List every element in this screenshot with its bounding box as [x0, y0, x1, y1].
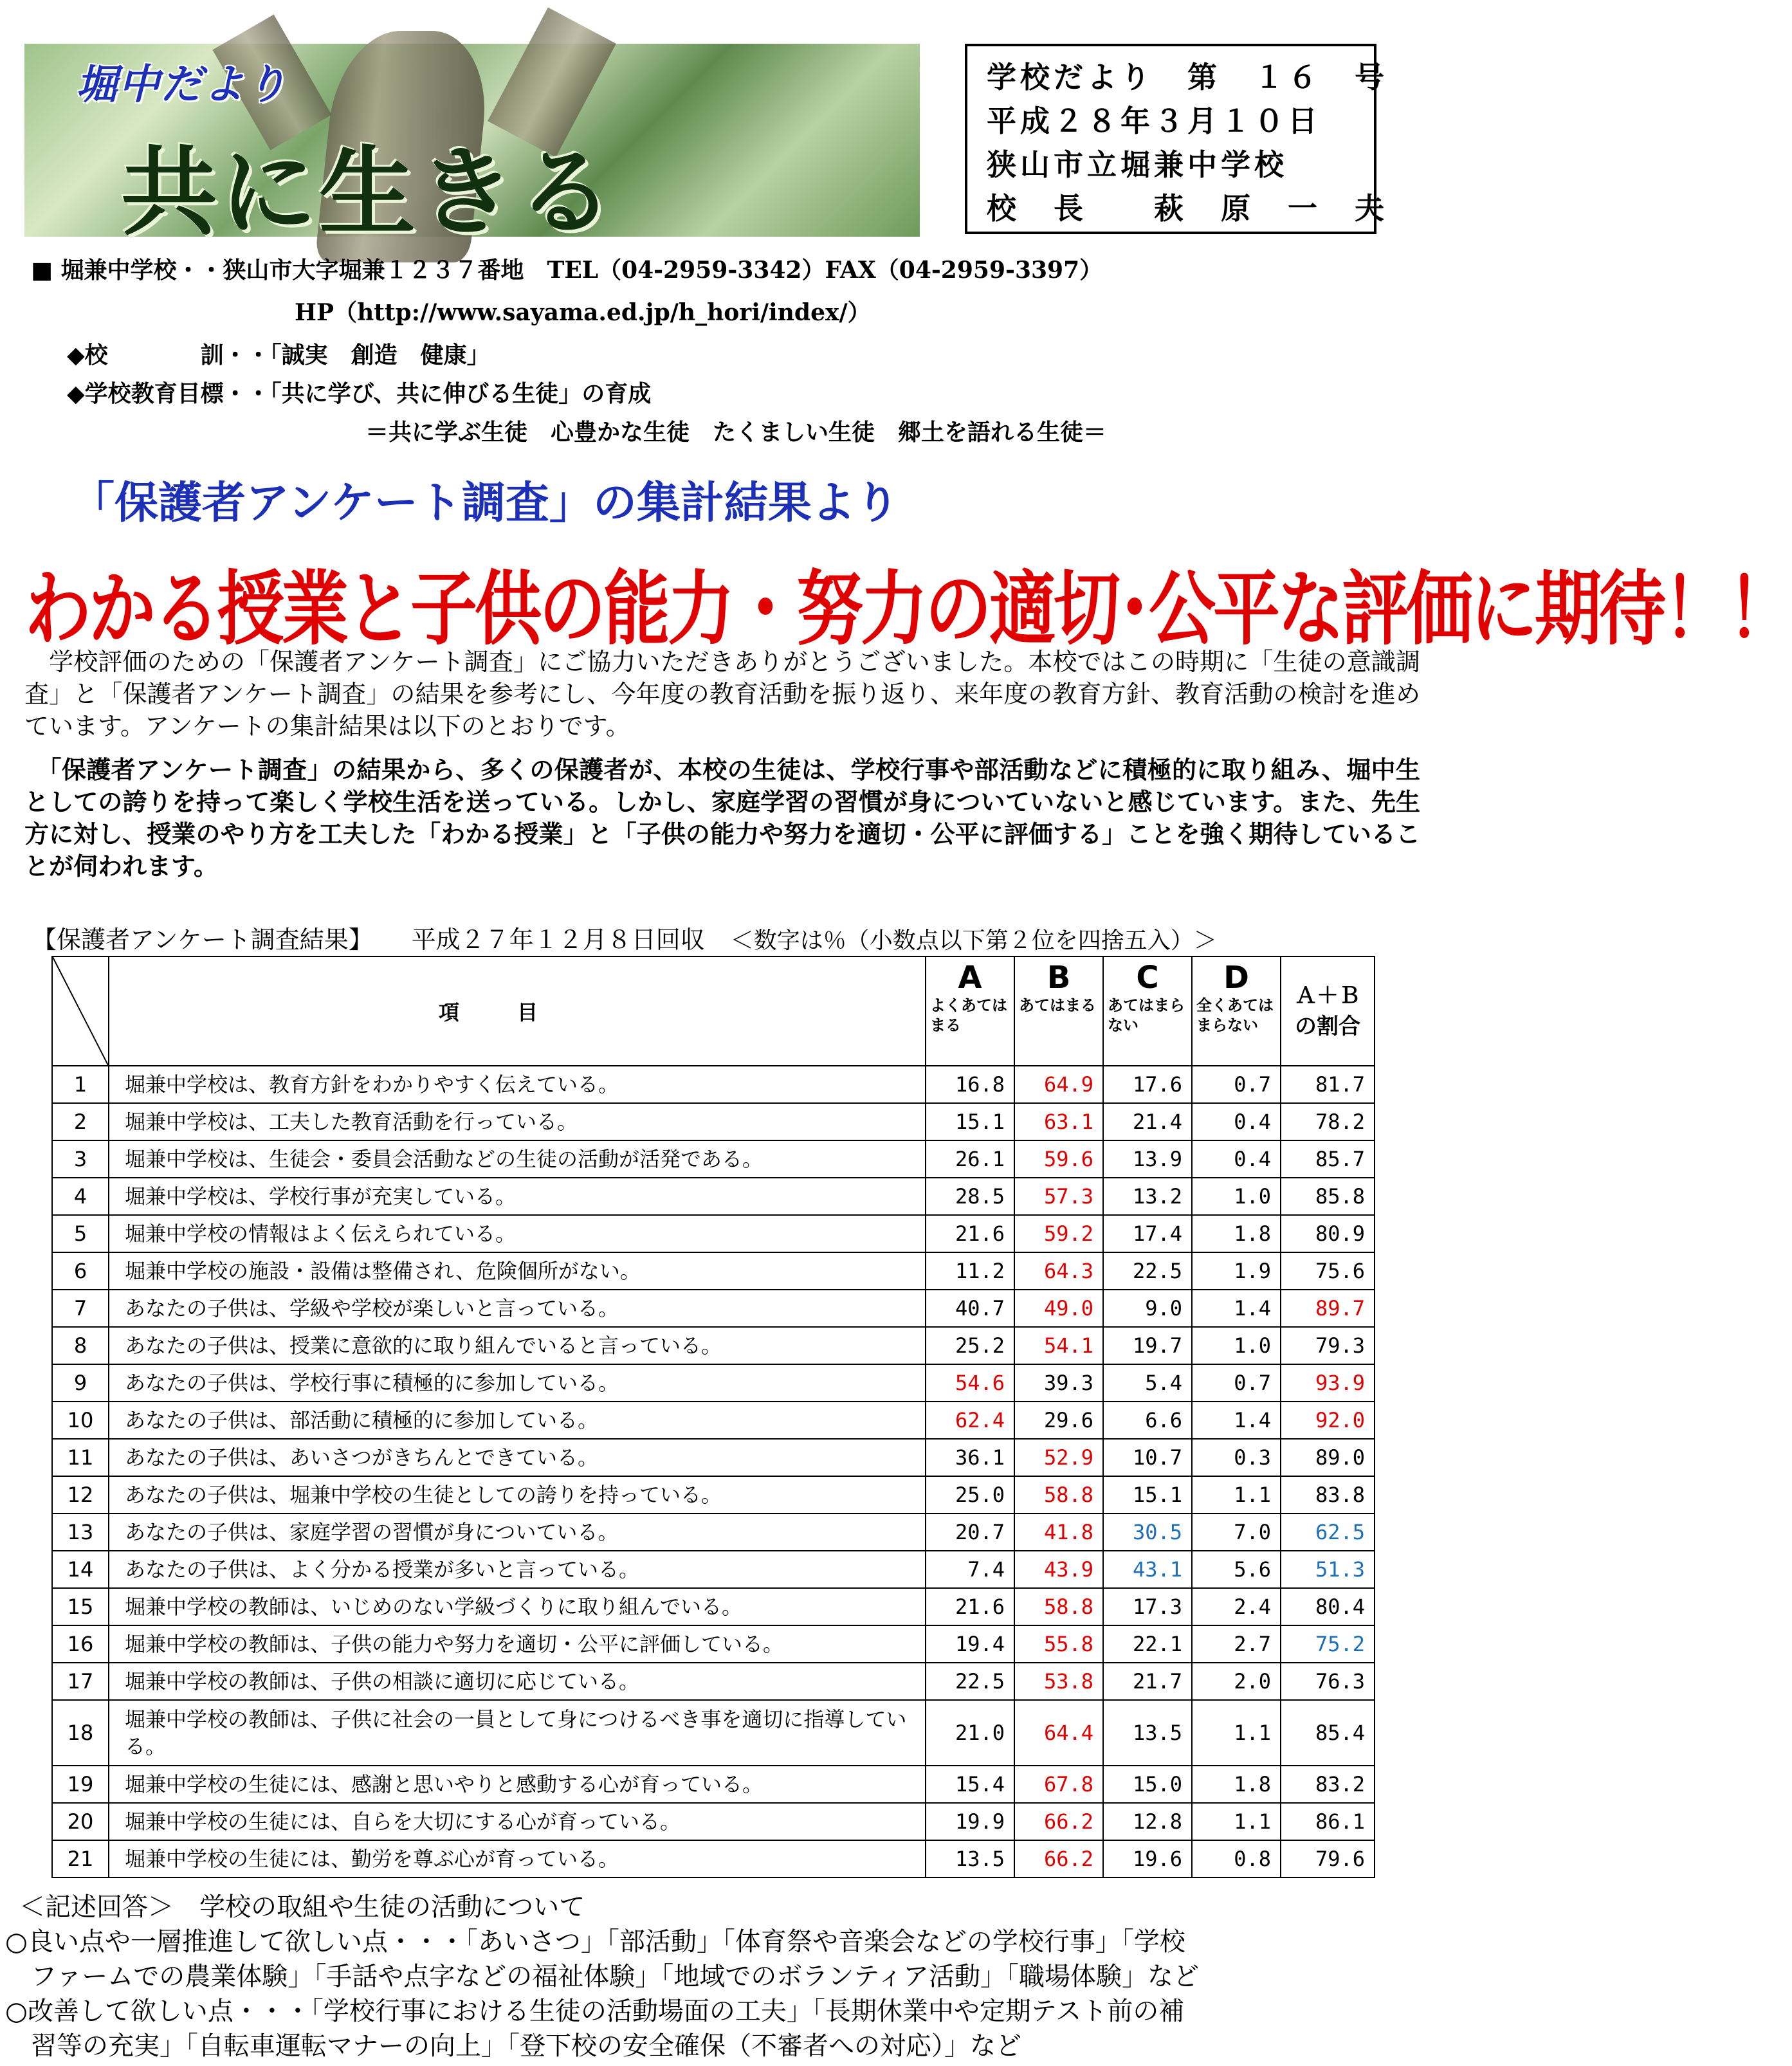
issue-info-box [965, 44, 1388, 234]
table-note: ＜数字は％（小数点以下第２位を四捨五入）＞ [730, 928, 1217, 954]
principal-name: 校 長 萩 原 一 夫 [987, 191, 1388, 226]
row-number: 8 [52, 1327, 109, 1364]
value-b: 52.9 [1014, 1439, 1103, 1476]
value-ab: 89.7 [1281, 1290, 1375, 1327]
value-ab: 79.3 [1281, 1327, 1375, 1364]
row-item-text: あなたの子供は、学校行事に積極的に参加している。 [109, 1364, 926, 1402]
value-c: 15.1 [1103, 1476, 1192, 1513]
value-ab: 85.7 [1281, 1140, 1375, 1178]
table-row [52, 1103, 1375, 1140]
value-a: 25.2 [926, 1327, 1014, 1364]
table-row [52, 1476, 1375, 1513]
value-c: 19.6 [1103, 1840, 1192, 1878]
column-a-header [926, 956, 1014, 1066]
value-c: 10.7 [1103, 1439, 1192, 1476]
row-number: 21 [52, 1840, 109, 1878]
table-date: 平成２７年１２月８日回収 [411, 926, 705, 954]
value-b: 57.3 [1014, 1178, 1103, 1215]
row-item-text: 堀兼中学校は、学校行事が充実している。 [109, 1178, 926, 1215]
row-number: 5 [52, 1215, 109, 1252]
value-d: 2.0 [1192, 1663, 1281, 1700]
article-subheading: 「保護者アンケート調査」の集計結果より [71, 478, 899, 529]
value-c: 15.0 [1103, 1766, 1192, 1803]
value-a: 11.2 [926, 1252, 1014, 1290]
table-row [52, 1513, 1375, 1551]
item-column-header: 項目 [109, 956, 926, 1066]
row-number: 10 [52, 1402, 109, 1439]
school-address: ■ 堀兼中学校・・狭山市大字堀兼１２３７番地 TEL（04-2959-3342）FAX（04-2959-3397） [31, 257, 1103, 284]
row-number: 6 [52, 1252, 109, 1290]
table-corner-cell [52, 956, 109, 1066]
value-d: 0.7 [1192, 1066, 1281, 1103]
value-ab: 76.3 [1281, 1663, 1375, 1700]
value-c: 13.9 [1103, 1140, 1192, 1178]
row-item-text: 堀兼中学校は、生徒会・委員会活動などの生徒の活動が活発である。 [109, 1140, 926, 1178]
value-c: 13.2 [1103, 1178, 1192, 1215]
column-d-letter: D [1223, 960, 1249, 996]
value-a: 54.6 [926, 1364, 1014, 1402]
value-a: 28.5 [926, 1178, 1014, 1215]
value-a: 25.0 [926, 1476, 1014, 1513]
table-row [52, 1364, 1375, 1402]
value-b: 55.8 [1014, 1625, 1103, 1663]
value-ab: 75.6 [1281, 1252, 1375, 1290]
table-row [52, 1215, 1375, 1252]
article-headline: わかる授業と子供の能力・努力の適切･公平な評価に期待！！ [24, 562, 1792, 656]
value-a: 62.4 [926, 1402, 1014, 1439]
value-b: 64.4 [1014, 1700, 1103, 1766]
row-number: 7 [52, 1290, 109, 1327]
value-a: 20.7 [926, 1513, 1014, 1551]
row-item-text: 堀兼中学校の教師は、子供に社会の一員として身につけるべき事を適切に指導している。 [109, 1700, 926, 1766]
value-b: 59.2 [1014, 1215, 1103, 1252]
value-d: 0.3 [1192, 1439, 1281, 1476]
table-row [52, 1803, 1375, 1840]
column-d-header [1192, 956, 1281, 1066]
school-motto: ◆校 訓・・「誠実 創造 健康」 [67, 342, 490, 369]
row-item-text: 堀兼中学校は、工夫した教育活動を行っている。 [109, 1103, 926, 1140]
written-responses [0, 1890, 1445, 2063]
row-number: 18 [52, 1700, 109, 1766]
value-ab: 85.8 [1281, 1178, 1375, 1215]
row-item-text: 堀兼中学校の教師は、子供の相談に適切に応じている。 [109, 1663, 926, 1700]
value-b: 29.6 [1014, 1402, 1103, 1439]
value-a: 15.1 [926, 1103, 1014, 1140]
school-name: 狭山市立堀兼中学校 [987, 147, 1288, 182]
table-row [52, 1066, 1375, 1103]
issue-number: 学校だより 第 １６ 号 [987, 60, 1388, 95]
row-item-text: あなたの子供は、学級や学校が楽しいと言っている。 [109, 1290, 926, 1327]
value-ab: 79.6 [1281, 1840, 1375, 1878]
value-c: 17.6 [1103, 1066, 1192, 1103]
value-d: 0.8 [1192, 1840, 1281, 1878]
value-b: 58.8 [1014, 1476, 1103, 1513]
row-item-text: あなたの子供は、授業に意欲的に取り組んでいると言っている。 [109, 1327, 926, 1364]
value-d: 0.7 [1192, 1364, 1281, 1402]
column-a-desc: よくあてはまる [930, 996, 1007, 1034]
value-d: 2.4 [1192, 1588, 1281, 1625]
notes-good-points-line-2: ファームでの農業体験」「手話や点字などの福祉体験」「地域でのボランティア活動」「職場体験」など [5, 1962, 1199, 1991]
row-item-text: あなたの子供は、部活動に積極的に参加している。 [109, 1402, 926, 1439]
value-c: 22.5 [1103, 1252, 1192, 1290]
value-b: 64.3 [1014, 1252, 1103, 1290]
value-a: 19.4 [926, 1625, 1014, 1663]
table-row [52, 1840, 1375, 1878]
table-row [52, 1439, 1375, 1476]
value-c: 17.4 [1103, 1215, 1192, 1252]
value-ab: 81.7 [1281, 1066, 1375, 1103]
value-b: 49.0 [1014, 1290, 1103, 1327]
value-c: 6.6 [1103, 1402, 1192, 1439]
column-c-desc: あてはまらない [1108, 996, 1185, 1034]
table-row [52, 1140, 1375, 1178]
table-row [52, 1625, 1375, 1663]
value-a: 40.7 [926, 1290, 1014, 1327]
value-d: 1.9 [1192, 1252, 1281, 1290]
school-website-link[interactable]: HP（http://www.sayama.ed.jp/h_hori/index/） [295, 299, 871, 326]
table-row [52, 1700, 1375, 1766]
education-goal: ◆学校教育目標・・「共に学び、共に伸びる生徒」の育成 [67, 381, 652, 407]
notes-improvement-line-1: ○改善して欲しい点・・・「学校行事における生徒の活動場面の工夫」「長期休業中や定期テスト前の補 [5, 1997, 1185, 2026]
value-b: 66.2 [1014, 1840, 1103, 1878]
row-number: 13 [52, 1513, 109, 1551]
row-item-text: 堀兼中学校の教師は、いじめのない学級づくりに取り組んでいる。 [109, 1588, 926, 1625]
row-number: 4 [52, 1178, 109, 1215]
value-ab: 92.0 [1281, 1402, 1375, 1439]
table-row [52, 1290, 1375, 1327]
row-number: 16 [52, 1625, 109, 1663]
value-c: 17.3 [1103, 1588, 1192, 1625]
value-ab: 80.4 [1281, 1588, 1375, 1625]
row-item-text: 堀兼中学校の生徒には、感謝と思いやりと感動する心が育っている。 [109, 1766, 926, 1803]
column-c-letter: C [1136, 960, 1159, 996]
value-a: 22.5 [926, 1663, 1014, 1700]
value-a: 16.8 [926, 1066, 1014, 1103]
column-ab-header [1281, 956, 1375, 1066]
value-d: 5.6 [1192, 1551, 1281, 1588]
table-caption [32, 920, 1217, 955]
table-row [52, 1663, 1375, 1700]
table-title: 【保護者アンケート調査結果】 [32, 926, 373, 954]
value-b: 43.9 [1014, 1551, 1103, 1588]
value-ab: 93.9 [1281, 1364, 1375, 1402]
value-c: 19.7 [1103, 1327, 1192, 1364]
value-b: 54.1 [1014, 1327, 1103, 1364]
row-item-text: あなたの子供は、あいさつがきちんとできている。 [109, 1439, 926, 1476]
value-d: 7.0 [1192, 1513, 1281, 1551]
value-c: 9.0 [1103, 1290, 1192, 1327]
value-b: 59.6 [1014, 1140, 1103, 1178]
value-d: 1.4 [1192, 1290, 1281, 1327]
notes-good-points-line-1: ○良い点や一層推進して欲しい点・・・「あいさつ」「部活動」「体育祭や音楽会などの学校行事」「学校 [5, 1927, 1185, 1957]
column-b-desc: あてはまる [1019, 996, 1096, 1014]
value-d: 1.1 [1192, 1700, 1281, 1766]
value-c: 21.4 [1103, 1103, 1192, 1140]
row-number: 15 [52, 1588, 109, 1625]
value-c: 22.1 [1103, 1625, 1192, 1663]
value-d: 1.0 [1192, 1327, 1281, 1364]
value-ab: 62.5 [1281, 1513, 1375, 1551]
value-ab: 80.9 [1281, 1215, 1375, 1252]
article-paragraph-2: 「保護者アンケート調査」の結果から、多くの保護者が、本校の生徒は、学校行事や部活動などに積極的に取り組み、堀中生としての誇りを持って楽しく学校生活を送っている。しかし、家庭学習の習慣が身についていないと感じています。また、先生方に対し、授業のやり方を工夫した「わかる授業」と「子供の能力や努力を適切・公平に評価する」ことを強く期待していることが伺われます。 [24, 756, 1420, 881]
newsletter-title: 共に生きる [121, 137, 617, 249]
table-row [52, 1588, 1375, 1625]
column-ab-label: Ａ＋Ｂ の割合 [1295, 983, 1360, 1039]
value-d: 1.8 [1192, 1215, 1281, 1252]
table-row [52, 1327, 1375, 1364]
article-paragraph-1: 学校評価のための「保護者アンケート調査」にご協力いただきありがとうございました。本校ではこの時期に「生徒の意識調査」と「保護者アンケート調査」の結果を参考にし、今年度の教育活動を振り返り、来年度の教育方針、教育活動の検討を進めています。アンケートの集計結果は以下のとおりです。 [24, 648, 1420, 740]
value-d: 1.4 [1192, 1402, 1281, 1439]
value-a: 26.1 [926, 1140, 1014, 1178]
value-d: 0.4 [1192, 1103, 1281, 1140]
value-ab: 83.8 [1281, 1476, 1375, 1513]
value-c: 12.8 [1103, 1803, 1192, 1840]
value-c: 43.1 [1103, 1551, 1192, 1588]
notes-heading: ＜記述回答＞ 学校の取組や生徒の活動について [19, 1892, 585, 1922]
value-b: 64.9 [1014, 1066, 1103, 1103]
value-b: 53.8 [1014, 1663, 1103, 1700]
value-b: 67.8 [1014, 1766, 1103, 1803]
table-row [52, 1178, 1375, 1215]
value-d: 1.8 [1192, 1766, 1281, 1803]
row-item-text: 堀兼中学校の生徒には、自らを大切にする心が育っている。 [109, 1803, 926, 1840]
row-item-text: 堀兼中学校は、教育方針をわかりやすく伝えている。 [109, 1066, 926, 1103]
survey-results-table [51, 956, 1375, 1878]
column-d-desc: 全くあてはまらない [1196, 996, 1274, 1034]
column-a-letter: A [958, 960, 982, 996]
value-b: 66.2 [1014, 1803, 1103, 1840]
value-a: 19.9 [926, 1803, 1014, 1840]
value-ab: 85.4 [1281, 1700, 1375, 1766]
row-number: 3 [52, 1140, 109, 1178]
education-goal-detail: ＝共に学ぶ生徒 心豊かな生徒 たくましい生徒 郷土を語れる生徒＝ [365, 419, 1107, 446]
value-a: 15.4 [926, 1766, 1014, 1803]
row-number: 14 [52, 1551, 109, 1588]
value-a: 36.1 [926, 1439, 1014, 1476]
value-d: 1.1 [1192, 1803, 1281, 1840]
value-ab: 89.0 [1281, 1439, 1375, 1476]
row-item-text: あなたの子供は、堀兼中学校の生徒としての誇りを持っている。 [109, 1476, 926, 1513]
value-d: 1.0 [1192, 1178, 1281, 1215]
row-number: 19 [52, 1766, 109, 1803]
row-item-text: あなたの子供は、家庭学習の習慣が身についている。 [109, 1513, 926, 1551]
value-a: 21.0 [926, 1700, 1014, 1766]
row-number: 17 [52, 1663, 109, 1700]
row-number: 20 [52, 1803, 109, 1840]
value-d: 2.7 [1192, 1625, 1281, 1663]
value-ab: 51.3 [1281, 1551, 1375, 1588]
value-c: 5.4 [1103, 1364, 1192, 1402]
row-item-text: 堀兼中学校の情報はよく伝えられている。 [109, 1215, 926, 1252]
issue-date: 平成２８年３月１０日 [987, 104, 1321, 138]
value-a: 13.5 [926, 1840, 1014, 1878]
value-ab: 83.2 [1281, 1766, 1375, 1803]
column-b-header [1014, 956, 1103, 1066]
value-b: 39.3 [1014, 1364, 1103, 1402]
value-c: 13.5 [1103, 1700, 1192, 1766]
value-c: 30.5 [1103, 1513, 1192, 1551]
notes-improvement-line-2: 習等の充実」「自転車運転マナーの向上」「登下校の安全確保（不審者への対応）」など [5, 2031, 1021, 2061]
value-ab: 78.2 [1281, 1103, 1375, 1140]
value-c: 21.7 [1103, 1663, 1192, 1700]
row-number: 1 [52, 1066, 109, 1103]
row-item-text: 堀兼中学校の教師は、子供の能力や努力を適切・公平に評価している。 [109, 1625, 926, 1663]
row-number: 11 [52, 1439, 109, 1476]
value-b: 58.8 [1014, 1588, 1103, 1625]
value-b: 63.1 [1014, 1103, 1103, 1140]
column-b-letter: B [1047, 960, 1071, 996]
table-row [52, 1402, 1375, 1439]
row-number: 9 [52, 1364, 109, 1402]
row-number: 2 [52, 1103, 109, 1140]
row-item-text: 堀兼中学校の生徒には、勤労を尊ぶ心が育っている。 [109, 1840, 926, 1878]
header-banner [24, 44, 920, 249]
row-number: 12 [52, 1476, 109, 1513]
row-item-text: あなたの子供は、よく分かる授業が多いと言っている。 [109, 1551, 926, 1588]
table-row [52, 1551, 1375, 1588]
table-row [52, 1252, 1375, 1290]
value-ab: 75.2 [1281, 1625, 1375, 1663]
value-ab: 86.1 [1281, 1803, 1375, 1840]
table-row [52, 1766, 1375, 1803]
newsletter-subtitle: 堀中だより [76, 61, 288, 109]
value-b: 41.8 [1014, 1513, 1103, 1551]
column-c-header [1103, 956, 1192, 1066]
value-d: 1.1 [1192, 1476, 1281, 1513]
row-item-text: 堀兼中学校の施設・設備は整備され、危険個所がない。 [109, 1252, 926, 1290]
value-a: 7.4 [926, 1551, 1014, 1588]
value-a: 21.6 [926, 1588, 1014, 1625]
value-d: 0.4 [1192, 1140, 1281, 1178]
value-a: 21.6 [926, 1215, 1014, 1252]
